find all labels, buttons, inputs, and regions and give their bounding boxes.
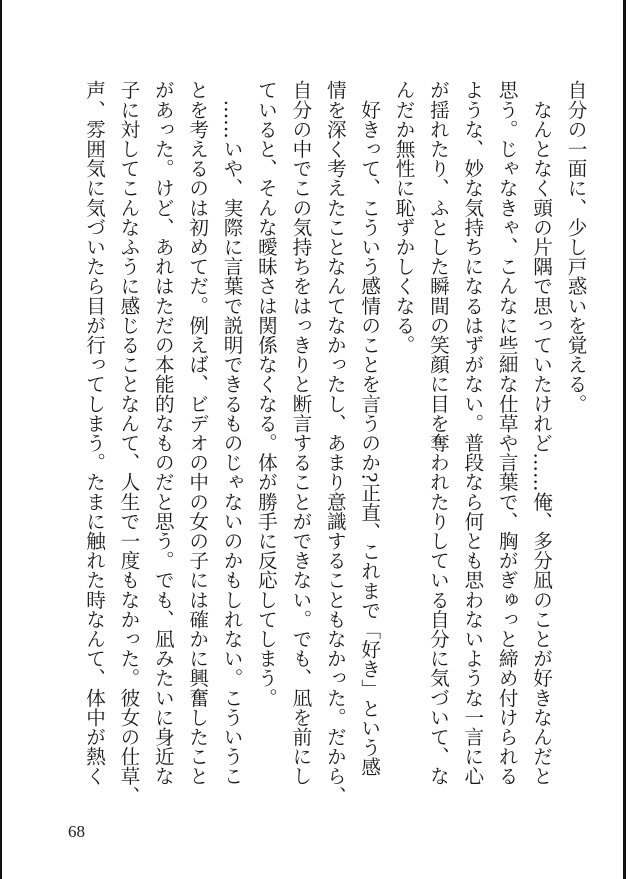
text-line: 好きって、こういう感情のことを言うのか?正直、これまで「好き」という感 — [357, 80, 381, 777]
text-line: なんとなく頭の片隅で思っていたけれど……俺、多分凪のことが好きなんだと — [529, 80, 553, 786]
text-line: があった。けど、あれはただの本能的なものだと思う。でも、凪みたいに身近な — [151, 80, 175, 786]
text-line: 情を深く考えたことなんてなかったし、あまり意識することもなかった。だから、 — [323, 80, 347, 806]
text-line: が揺れたり、ふとした瞬間の笑顔に目を奪われたりしている自分に気づいて、な — [426, 80, 450, 786]
vertical-text-body — [76, 80, 592, 806]
text-line: 子に対してこんなふうに感じることなんて、人生で一度もなかった。彼女の仕草、 — [116, 80, 140, 806]
text-line: ……いや、実際に言葉で説明できるものじゃないのかもしれない。こういうこ — [220, 80, 244, 786]
page-number: 68 — [68, 822, 85, 841]
text-line: 声、雰囲気に気づいたら目が行ってしまう。たまに触れた時なんて、体中が熱く — [82, 80, 106, 786]
text-line: んだか無性に恥ずかしくなる。 — [392, 80, 416, 355]
text-line: ような、妙な気持ちになるはずがない。普段なら何とも思わないような一言に心 — [460, 80, 484, 786]
text-line: 自分の中でこの気持ちをはっきりと断言することができない。でも、凪を前にし — [288, 80, 312, 786]
text-line: ていると、そんな曖昧さは関係なくなる。体が勝手に反応してしまう。 — [254, 80, 278, 708]
text-line: とを考えるのは初めてだ。例えば、ビデオの中の女の子には確かに興奮したこと — [185, 80, 209, 786]
text-line: 自分の一面に、少し戸惑いを覚える。 — [564, 80, 587, 414]
text-line: 思う。じゃなきゃ、こんなに些細な仕草や言葉で、胸がぎゅっと締め付けられる — [495, 80, 519, 786]
